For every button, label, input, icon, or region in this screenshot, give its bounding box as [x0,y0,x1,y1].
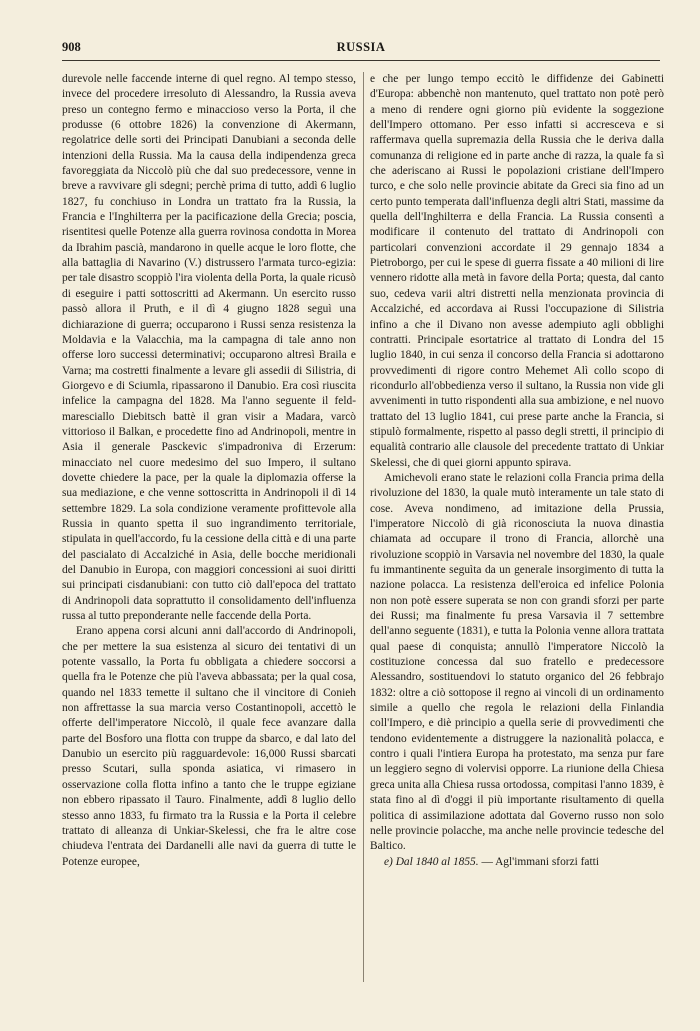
page-header [62,38,660,61]
left-column [62,72,356,870]
paragraph: Amichevoli erano state le relazioni colla Francia prima della rivoluzione del 1830, la quale mutò interamente un tale stato di cose. Aveva nondimeno, ad imitazione della Prussia, l'imperatore Niccolò di già riconosciuta la nuova dinastia chiamata ad occupare il trono di Francia, allorchè una rivoluzione scoppiò in Varsavia nel novembre del 1830, la quale fu immantinente seguìta da un generale insorgimento di tutta la nazione polacca. La resistenza dell'eroica ed infelice Polonia non non potè essere superata se non con grandi sforzi per parte dei Russi; ma finalmente fu presa Varsavia il 7 settembre dell'anno seguente (1831), e tutta la Polonia venne allora trattata qual paese di conquista; annullò l'imperatore Niccolò la costituzione concessa dal suo fratello e predecessore Alessandro, sostituendovi lo statuto organico del 26 febbrajo 1832: oltre a ciò sottopose il regno ai vincoli di un ordinamento simile a quello che regola le relazioni della Finlandia coll'Impero, e diè principio a quella serie di provvedimenti che tendono evidentemente a distruggere la nazionalità polacca, e contro i quali l'intiera Europa ha protestato, ma senza pur fare un leggiero segno di volervisi opporre. La riunione della Chiesa greca unita alla Chiesa russa ortodossa, compitasi l'anno 1839, è stata fino al dì d'oggi il più importante risultamento di quella politica di assimilazione adottata dal Governo russo non solo nelle provincie polacche, ma anche nelle provincie tedesche del Baltico. [370,471,664,853]
section-text: — Agl'immani sforzi fatti [478,855,599,868]
page-number: 908 [62,40,81,54]
paragraph: durevole nelle faccende interne di quel regno. Al tempo stesso, invece del procedere irresoluto di Alessandro, la Russia aveva preso un contegno fermo e minaccioso verso la Porta, il che produsse (6 ottobre 1826) la convenzione di Akermann, regolatrice delle sorti dei Principati Danubiani a seconda delle intenzioni della Russia. Ma la causa della indipendenza greca favoreggiata da Niccolò più che dal suo predecessore, venne in breve a ravvivare gli sdegni; perchè prima di tutto, addì 6 luglio 1827, fu conchiuso in Londra un trattato fra la Russia, la Francia e l'Inghilterra per la pacificazione della Grecia; poscia, risentitesi quelle Potenze alla guerra rovinosa condotta in Morea da Ibrahim pascià, mandarono in quelle acque le loro flotte, che alla battaglia di Navarino (V.) distrussero l'armata turco-egizia: per tale disastro scoppiò l'ira violenta della Porta, la quale ricusò di eseguire i patti sottoscritti ad Akermann. Un esercito russo passò allora il Pruth, e il dì 4 giugno 1828 seguì una dichiarazione di guerra; occuparono i Russi senza resistenza la Moldavia e la Valacchia, ma la campagna di tale anno non offerse loro successi determinativi; occuparono altresì Braila e Varna; ma costretti finalmente a levare gli assedii di Silistria, di Giorgevo e di Sciumla, ripassarono il Danubio. Era così riuscita infelice la campagna del 1828. Ma l'anno seguente il feld-maresciallo Diebitsch battè il gran visir a Madara, varcò vittorioso il Balkan, e procedette fino ad Andrinopoli, mentre in Asia il generale Pasckevic s'impadroniva di Erzerum: minacciato nel cuore medesimo del suo Impero, il sultano dovette chiedere la pace, per la quale la diplomazia offerse la sua mediazione, e che venne sottoscritta in Andrinopoli il dì 14 settembre 1829. La sola condizione veramente profittevole alla Russia in quanto spetta il suo ingrandimento territoriale, stipulata in quell'accordo, fu la cessione della città e di una parte del pascialato di Accalziché in Asia, delle bocche meridionali del Danubio in Europa, con maggiori concessioni ai suoi diritti sui principati cisdanubiani: con tutto ciò dall'epoca del trattato di Andrinopoli data soprattutto il consolidamento dell'influenza russa al tutto preponderante nelle faccende della Porta. [62,73,357,623]
section-paragraph [370,855,664,870]
right-column [370,72,664,870]
column-divider [363,72,364,982]
paragraph: Erano appena corsi alcuni anni dall'accordo di Andrinopoli, che per mettere la sua esistenza al sicuro dei tentativi di un potente vassallo, la Porta fu obbligata a chiedere soccorsi a quella fra le Potenze che più l'aveva abbassata; per la qual cosa, quando nel 1833 temette il sultano che il vincitore di Conieh non affrettasse la sua marcia verso Costantinopoli, accettò le offerte dell'imperatore Niccolò, il quale fece avanzare dalla parte del Bosforo una flotta con truppe da sbarco, e dal lato del Danubio un esercito più ragguardevole: 16,000 Russi sbarcati presso Scutari, sulla sponda asiatica, vi rimasero in osservazione colla flotta infino a tanto che le truppe egiziane non ebbero ripassato il Tauro. Finalmente, addì 8 luglio dello stesso anno 1833, fu firmato tra la Russia e la Porta il celebre trattato di alleanza di Unkiar-Skelessi, che fra le altre cose chiudeva l'entrata dei Dardanelli alle navi da guerra di tutte le Potenze europee, [62,625,356,868]
section-heading: e) Dal 1840 al 1855. [384,855,479,868]
running-title: RUSSIA [336,40,386,54]
paragraph: e che per lungo tempo eccitò le diffidenze dei Gabinetti d'Europa: abbenchè non mantenuto, quel trattato non potè però a meno di rendere ogni giorno più evidente la soggezione dell'Impero ottomano. Per esso infatti si accresceva e si raffermava quella supremazia della Russia che le deriva dalla comunanza di religione ed in parte anche di razza, la quale fa sì che aderiscano ai Russi le popolazioni cristiane dell'Impero turco, e che solo nelle provincie abitate da Greci sia fino ad un certo punto temperata dall'influenza degli altri Stati, massime da quella dell'Inghilterra e della Francia. La Russia consentì a modificare il contenuto del trattato di Andrinopoli con particolari convenzioni accordate il 29 gennajo 1834 a Pietroborgo, per cui le spese di guerra fissate a 40 milioni di lire vennero ridotte alla metà in favore della Porta; questa, dal canto suo, cedeva varii altri distretti nella menzionata provincia di Accalziché, ed accordava ai Russi l'occupazione di Silistria infino a che il Divano non avesse adempiuto agli obblighi contratti. Principale esortatrice al trattato di Londra del 15 luglio 1840, in cui senza il concorso della Francia si adottarono provvedimenti di rigore contro Mehemet Alì collo scopo di ricondurlo all'obbedienza verso il sultano, la Russia non vide gli avvenimenti in tutto rispondenti alla sua ambizione, e nel nuovo trattato del 13 luglio 1841, cui prese parte anche la Francia, si stipulò formalmente, rispetto al passo degli stretti, il principio di equalità contrario alle clausole del precedente trattato di Unkiar Skelessi, che di quei giorni appunto spirava. [370,73,664,469]
